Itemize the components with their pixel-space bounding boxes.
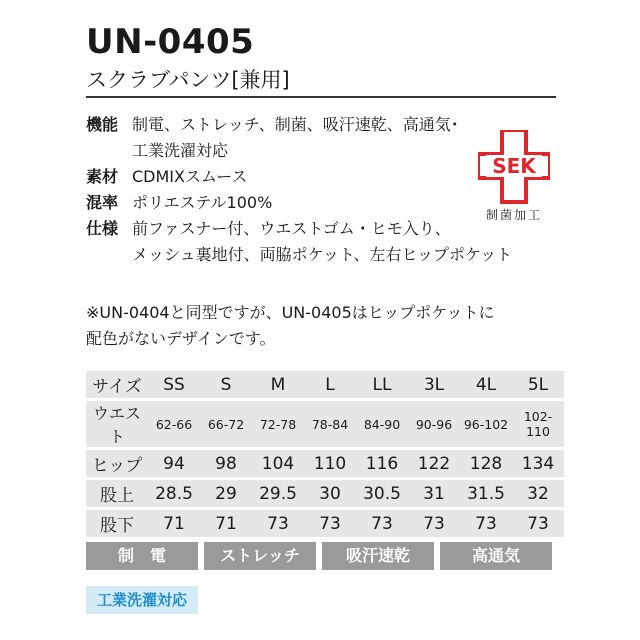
inseam-cell: 73 [304,510,356,537]
spec-line: メッシュ裏地付、両脇ポケット、左右ヒップポケット [132,245,513,264]
hip-cell: 134 [512,450,564,477]
note [86,300,566,352]
rise-cell: 28.5 [148,480,200,507]
row-header: 股上 [86,480,148,507]
waist-cell: 90-96 [408,401,460,447]
size-cell: 3L [408,371,460,398]
waist-row [86,401,564,447]
spec-line: CDMIXスムース [132,167,248,186]
inseam-cell: 71 [200,510,252,537]
size-row [86,371,564,398]
inseam-cell: 73 [252,510,304,537]
spec-label: 素材 [86,167,119,186]
product-name: スクラブパンツ[兼用] [86,68,290,92]
rise-cell: 31.5 [460,480,512,507]
row-header: サイズ [86,371,148,398]
badge-industrial-wash: 工業洗濯対応 [86,586,198,614]
waist-cell: 102-110 [512,401,564,447]
row-header: ウエスト [86,401,148,447]
product-model: UN-0405 [86,22,255,62]
divider [86,96,556,98]
size-cell: L [304,371,356,398]
badge-breathable: 高通気 [440,542,552,570]
rise-row [86,480,564,507]
note-line: ※UN-0404と同型ですが、UN-0405はヒップポケットに [86,303,495,322]
hip-cell: 110 [304,450,356,477]
hip-cell: 128 [460,450,512,477]
badge-stretch: ストレッチ [204,542,316,570]
row-header: 股下 [86,510,148,537]
rise-cell: 31 [408,480,460,507]
inseam-row [86,510,564,537]
spec-label: 仕様 [86,219,119,238]
rise-cell: 30.5 [356,480,408,507]
hip-cell: 104 [252,450,304,477]
row-header: ヒップ [86,450,148,477]
waist-cell: 62-66 [148,401,200,447]
spec-line: 工業洗濯対応 [132,141,229,160]
hip-cell: 122 [408,450,460,477]
note-line: 配色がないデザインです。 [86,329,276,348]
sek-text: SEK [492,154,536,178]
inseam-cell: 73 [460,510,512,537]
badge-quick-dry: 吸汗速乾 [322,542,434,570]
hip-cell: 98 [200,450,252,477]
hip-cell: 94 [148,450,200,477]
feature-badges [86,542,552,570]
rise-cell: 29.5 [252,480,304,507]
rise-cell: 32 [512,480,564,507]
size-cell: M [252,371,304,398]
rise-cell: 30 [304,480,356,507]
waist-cell: 96-102 [460,401,512,447]
hip-row [86,450,564,477]
inseam-cell: 73 [512,510,564,537]
waist-cell: 66-72 [200,401,252,447]
size-cell: LL [356,371,408,398]
spec-label: 機能 [86,115,119,134]
size-cell: 4L [460,371,512,398]
spec-line: 前ファスナー付、ウエストゴム・ヒモ入り、 [132,219,451,238]
spec-line: 制電、ストレッチ、制菌、吸汗速乾、高通気･ [132,115,459,134]
size-cell: 5L [512,371,564,398]
waist-cell: 72-78 [252,401,304,447]
spec-label: 混率 [86,193,119,212]
inseam-cell: 73 [408,510,460,537]
badge-antistatic: 制 電 [86,542,198,570]
size-table [86,368,564,540]
waist-cell: 84-90 [356,401,408,447]
inseam-cell: 73 [356,510,408,537]
size-cell: SS [148,371,200,398]
hip-cell: 116 [356,450,408,477]
size-cell: S [200,371,252,398]
sek-caption: 制菌加工 [485,208,542,222]
rise-cell: 29 [200,480,252,507]
waist-cell: 78-84 [304,401,356,447]
spec-line: ポリエステル100% [132,193,273,212]
inseam-cell: 71 [148,510,200,537]
